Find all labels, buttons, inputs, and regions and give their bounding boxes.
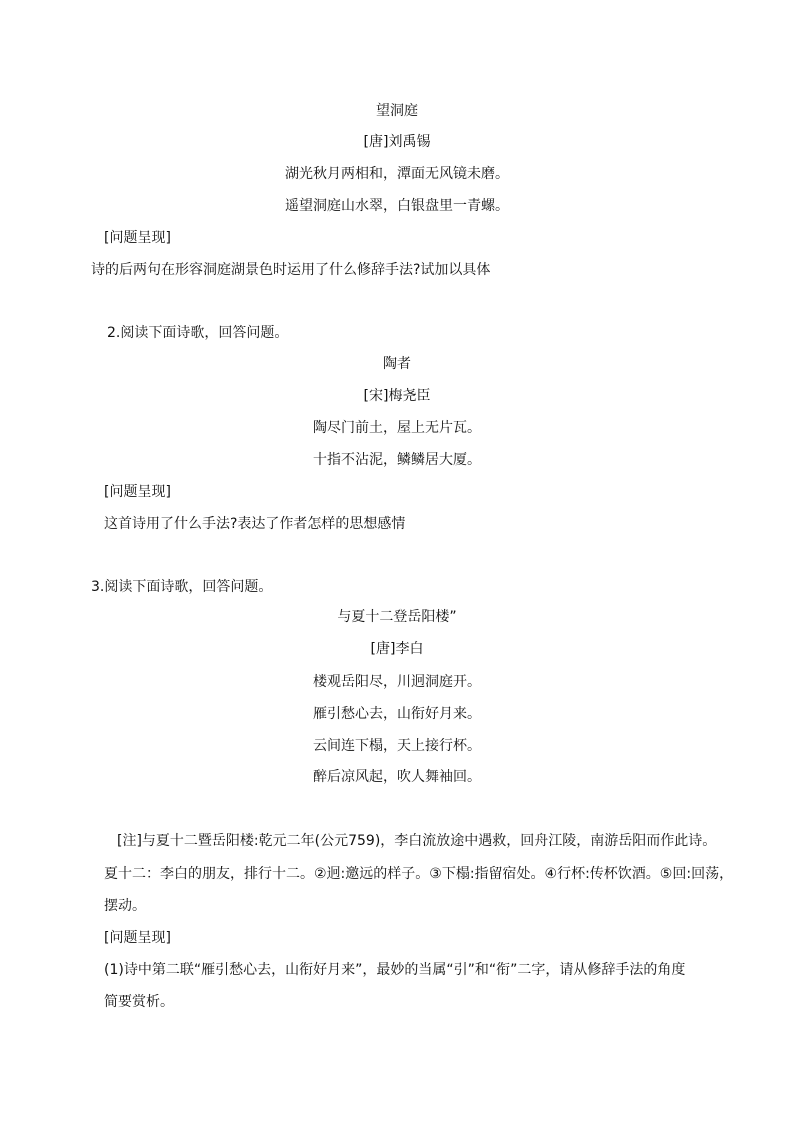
poem-2-line-1: 陶尽门前土，屋上无片瓦。: [313, 420, 481, 436]
poem-3-question-line-2: 简要赏析。: [104, 994, 174, 1010]
poem-3-line-2: 雁引愁心去，山衔好月来。: [313, 706, 481, 722]
poem-2-question: 这首诗用了什么手法?表达了作者怎样的思想感情: [104, 516, 406, 532]
poem-3-line-1: 楼观岳阳尽，川迥洞庭开。: [313, 674, 481, 690]
question-3-heading: 3.阅读下面诗歌，回答问题。: [91, 579, 273, 595]
question-2-heading: 2.阅读下面诗歌，回答问题。: [107, 325, 289, 341]
poem-3-note-line-2: 夏十二：李白的朋友，排行十二。②迥:邀远的样子。③下榻:指留宿处。④行杯:传杯饮酒。⑤回:回荡，: [104, 866, 734, 882]
poem-1-line-1: 湖光秋月两相和，潭面无风镜未磨。: [285, 166, 509, 182]
poem-1-author: [唐]刘禹锡: [363, 134, 431, 150]
poem-2-author: [宋]梅尧臣: [363, 388, 431, 404]
poem-2-line-2: 十指不沾泥，鳞鳞居大厦。: [313, 452, 481, 468]
poem-3-note-line-1: [注]与夏十二暨岳阳楼:乾元二年(公元759)，李白流放途中遇救，回舟江陵，南游岳阳而作此诗。: [117, 833, 717, 849]
poem-3-question-label: [问题呈现]: [104, 930, 171, 946]
poem-3-note-line-3: 摆动。: [104, 898, 146, 914]
poem-1-question-label: [问题呈现]: [104, 230, 171, 246]
poem-1-question: 诗的后两句在形容洞庭湖景色时运用了什么修辞手法?试加以具体: [91, 262, 491, 278]
poem-2-title: 陶者: [383, 356, 411, 372]
poem-3-line-3: 云间连下榻，天上接行杯。: [313, 738, 481, 754]
poem-3-author: [唐]李白: [370, 641, 424, 657]
poem-2-question-label: [问题呈现]: [104, 484, 171, 500]
poem-3-title: 与夏十二登岳阳楼”: [337, 609, 457, 625]
poem-3-line-4: 醉后凉风起，吹人舞袖回。: [313, 769, 481, 785]
poem-3-question-line-1: (1)诗中第二联“雁引愁心去，山衔好月来”，最妙的当属“引”和“衔”二字，请从修辞手法的角度: [104, 962, 686, 978]
poem-1-line-2: 遥望洞庭山水翠，白银盘里一青螺。: [285, 198, 509, 214]
poem-1-title: 望洞庭: [376, 103, 418, 119]
